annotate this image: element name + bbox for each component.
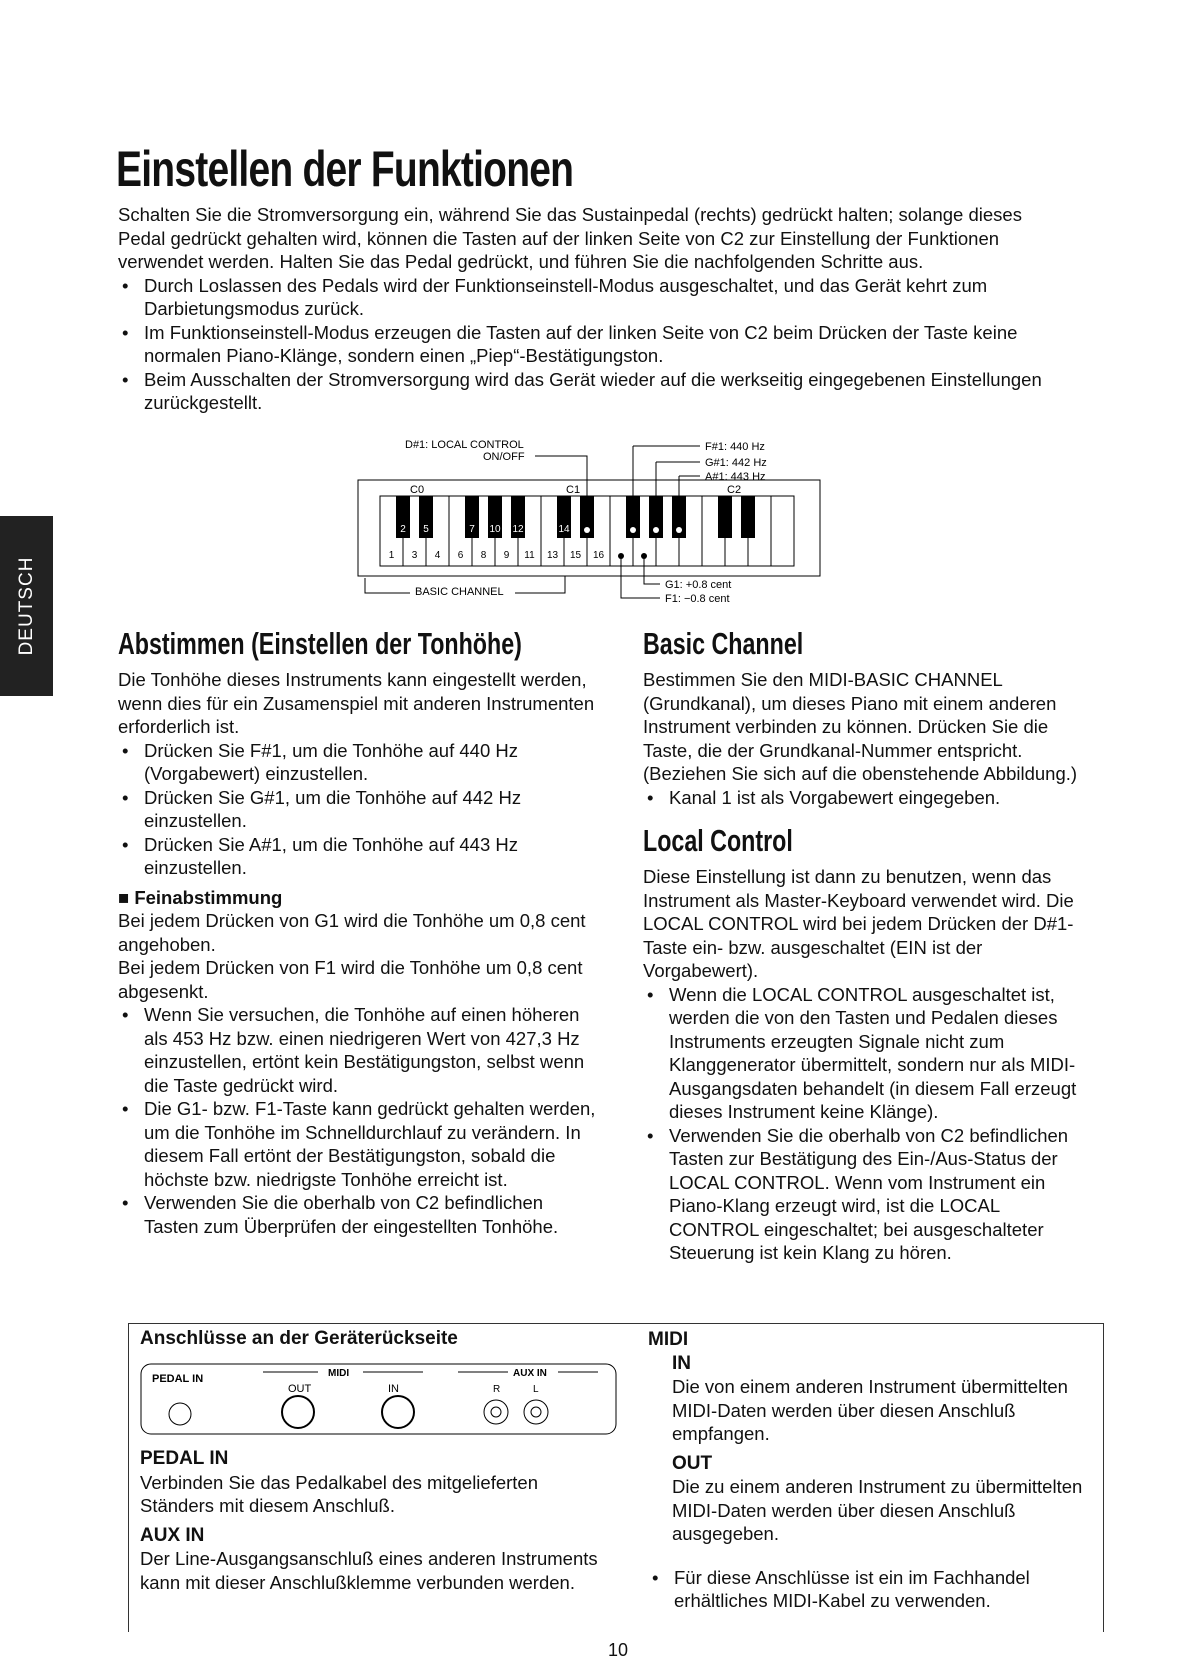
octave-label: C0 [410, 484, 425, 496]
fine-bullet: • Die G1- bzw. F1-Taste kann gedrückt gehalten werden, um die Tonhöhe im Schnelldurchlauf zu verändern. In diesem Fall ertönt der Bestätigungston, sobald die höchste bzw. niedrigste Tonhöhe erreicht ist. [144, 1097, 598, 1191]
basic-channel-text: Bestimmen Sie den MIDI-BASIC CHANNEL (Grundkanal), um dieses Piano mit einem anderen Instrument verbinden zu können. Drücken Sie die Taste, die der Grundkanal-Nummer entspricht. (Beziehen Sie sich auf die obenstehende Abbildung.) [643, 669, 1078, 784]
tuning-section: Abstimmen (Einstellen der Tonhöhe) Die Tonhöhe dieses Instruments kann eingestellt werden, wenn dies für ein Zusamenspiel mit anderen Instrumenten erforderlich ist. • Drücken Sie F#1, um die Tonhöhe auf 440 Hz (Vorgabewert) einzustellen. • Drücken Sie G#1, um die Tonhöhe auf 442 Hz einzustellen. • Drücken Sie A#1, um die Tonhöhe auf 443 Hz einzustellen. ■ Feinabstimmung Bei jedem Drücken von G1 wird die Tonhöhe um 0,8 cent angehoben. Bei jedem Drücken von F1 wird die Tonhöhe um 0,8 cent abgesenkt. • Wenn Sie versuchen, die Tonhöhe auf einen höheren als 453 Hz bzw. einen niedrigeren Wert von 427,3 Hz einzustellen, ertönt kein Bestätigungston, selbst wenn die Taste gedrückt wird. • Die G1- bzw. F1-Taste kann gedrückt gehalten werden, um die Tonhöhe im Schnelldurchlauf zu verändern. In diesem Fall ertönt der Bestätigungston, sobald die höchste bzw. niedrigste Tonhöhe erreicht ist. • Verwenden Sie die oberhalb von C2 befindlichen Tasten zum Überprüfen der eingestellten Tonhöhe. [118, 626, 598, 1238]
black-key [718, 496, 732, 538]
indicator-dot [618, 553, 624, 559]
basic-channel-heading: Basic Channel [643, 626, 804, 661]
tuning-text: Die Tonhöhe dieses Instruments kann eingestellt werden, wenn dies für ein Zusamenspiel mit anderen Instrumenten erforderlich ist. [118, 669, 595, 737]
aux-in-heading: AUX IN [140, 1524, 205, 1546]
midi-bullet: • Für diese Anschlüsse ist ein im Fachhandel erhältliches MIDI-Kabel zu verwenden. [674, 1566, 1088, 1613]
midi-out-label: OUT [288, 1383, 312, 1395]
indicator-dot [630, 527, 636, 533]
pedal-in-text: Verbinden Sie das Pedalkabel des mitgelieferten Ständers mit diesem Anschluß. [140, 1471, 539, 1516]
keyboard-diagram [355, 438, 825, 616]
black-key-number: 10 [489, 524, 501, 535]
rca-jack-icon [484, 1400, 508, 1424]
midi-out-heading: OUT [672, 1452, 713, 1474]
white-key-number: 4 [434, 550, 441, 561]
tuning-bullet: • Drücken Sie G#1, um die Tonhöhe auf 442 Hz einzustellen. [144, 786, 598, 833]
black-key [741, 496, 755, 538]
midi-jack-icon [282, 1396, 314, 1428]
white-key [771, 496, 794, 566]
white-key-number: 8 [480, 550, 487, 561]
aux-r-label: R [493, 1384, 501, 1395]
local-control-text: Diese Einstellung ist dann zu benutzen, wenn das Instrument als Master-Keyboard verwendet wird. Die LOCAL CONTROL wird bei jedem Drücken der D#1-Taste ein- bzw. ausgeschaltet (EIN ist der Vorgabewert). [643, 866, 1074, 981]
rca-jack-icon [524, 1400, 548, 1424]
white-key-number: 6 [457, 550, 464, 561]
local-control-label: D#1: LOCAL CONTROL [405, 439, 524, 451]
midi-in-text: Die von einem anderen Instrument übermittelten MIDI-Daten werden über diesen Anschluß empfangen. [672, 1376, 1068, 1444]
midi-in-label: IN [388, 1383, 399, 1395]
black-key-number: 12 [512, 524, 524, 535]
a-sharp-label: A#1: 443 Hz [705, 471, 766, 483]
white-key-number: 1 [388, 550, 395, 561]
indicator-dot [653, 527, 659, 533]
pedal-jack-icon [169, 1403, 191, 1425]
aux-l-label: L [533, 1384, 539, 1395]
language-tab [0, 516, 53, 696]
white-key-number: 15 [569, 550, 582, 561]
page-number: 10 [608, 1640, 629, 1660]
local-control-bullet: • Wenn die LOCAL CONTROL ausgeschaltet ist, werden die von den Tasten und Pedalen dieses Instruments erzeugten Signale nicht zum Klanggenerator übermittelt, sondern nur als MIDI-Ausgangsdaten behandelt (in diesem Fall erzeugt dieses Instrument keine Klänge). [669, 983, 1083, 1124]
rear-panel-diagram [138, 1356, 623, 1442]
fine-bullet: • Verwenden Sie die oberhalb von C2 befindlichen Tasten zum Überprüfen der eingestellten Tonhöhe. [144, 1191, 598, 1238]
midi-heading: MIDI [648, 1329, 689, 1350]
rear-heading: Anschlüsse an der Geräterückseite [140, 1328, 458, 1349]
rear-left-column [140, 1328, 600, 1594]
octave-label: C2 [727, 484, 742, 496]
intro-bullet: • Beim Ausschalten der Stromversorgung wird das Gerät wieder auf die werkseitig eingegebenen Einstellungen zurückgestellt. [144, 368, 1073, 415]
rca-jack-inner [491, 1407, 501, 1417]
intro-section [118, 203, 1073, 415]
white-key-number: 11 [524, 550, 535, 561]
black-key-number: 14 [558, 524, 570, 535]
white-key-number: 9 [503, 550, 510, 561]
black-key-number: 2 [400, 524, 406, 535]
pedal-in-label: PEDAL IN [152, 1373, 204, 1385]
midi-label: MIDI [328, 1368, 350, 1379]
language-tab-label: DEUTSCH [15, 556, 37, 656]
basic-channel-label: BASIC CHANNEL [415, 586, 504, 598]
black-key-number: 5 [423, 524, 429, 535]
midi-in-heading: IN [672, 1352, 691, 1374]
tuning-bullet: • Drücken Sie A#1, um die Tonhöhe auf 443 Hz einzustellen. [144, 833, 598, 880]
on-off-label: ON/OFF [483, 451, 525, 463]
fine-bullet: • Wenn Sie versuchen, die Tonhöhe auf einen höheren als 453 Hz bzw. einen niedrigeren Wert von 427,3 Hz einzustellen, ertönt kein Bestätigungston, selbst wenn die Taste gedrückt wird. [144, 1003, 598, 1097]
white-key-number: 3 [411, 550, 418, 561]
f-sharp-label: F#1: 440 Hz [705, 441, 765, 453]
octave-label: C1 [566, 484, 581, 496]
page-title: Einstellen der Funktionen [116, 141, 574, 197]
fine-text: Bei jedem Drücken von G1 wird die Tonhöhe um 0,8 cent angehoben. [118, 910, 586, 955]
rca-jack-inner [531, 1407, 541, 1417]
aux-in-label: AUX IN [513, 1368, 547, 1379]
f1-label: F1: −0.8 cent [665, 593, 730, 605]
intro-bullet: • Im Funktionseinstell-Modus erzeugen die Tasten auf der linken Seite von C2 beim Drücken der Taste keine normalen Piano-Klänge, sondern einen „Piep“-Bestätigungston. [144, 321, 1073, 368]
intro-bullet: • Durch Loslassen des Pedals wird der Funktionseinstell-Modus ausgeschaltet, und das Gerät kehrt zum Darbietungsmodus zurück. [144, 274, 1073, 321]
black-key-number: 7 [469, 524, 475, 535]
fine-text: Bei jedem Drücken von F1 wird die Tonhöhe um 0,8 cent abgesenkt. [118, 957, 583, 1002]
basic-channel-bullet: • Kanal 1 ist als Vorgabewert eingegeben. [669, 786, 1083, 810]
indicator-dot [584, 527, 590, 533]
basic-channel-section [643, 626, 1083, 1265]
pedal-in-heading: PEDAL IN [140, 1448, 229, 1469]
intro-text: Schalten Sie die Stromversorgung ein, während Sie das Sustainpedal (rechts) gedrückt halten; solange dieses Pedal gedrückt gehalten wird, können die Tasten auf der linken Seite von C2 zur Einstellung der Funktionen verwendet werden. Halten Sie das Pedal gedrückt, und führen Sie die nachfolgenden Schritte aus. [118, 204, 1022, 272]
local-control-heading: Local Control [643, 823, 793, 858]
midi-out-text: Die zu einem anderen Instrument zu übermittelten MIDI-Daten werden über diesen Anschluß ausgegeben. [672, 1476, 1083, 1544]
fine-tuning-heading: Feinabstimmung [134, 886, 283, 908]
aux-in-text: Der Line-Ausgangsanschluß eines anderen Instruments kann mit dieser Anschlußklemme verbunden werden. [140, 1548, 598, 1593]
white-key-number: 16 [592, 550, 605, 561]
midi-jack-icon [382, 1396, 414, 1428]
g1-label: G1: +0.8 cent [665, 579, 732, 591]
local-control-bullet: • Verwenden Sie die oberhalb von C2 befindlichen Tasten zur Bestätigung des Ein-/Aus-Status der LOCAL CONTROL. Wenn vom Instrument ein Piano-Klang erzeugt wird, ist die LOCAL CONTROL eingeschaltet; bei ausgeschalteter Steuerung ist kein Klang zu hören. [669, 1124, 1083, 1265]
white-key-number: 13 [546, 550, 559, 561]
tuning-heading: Abstimmen (Einstellen der Tonhöhe) [118, 626, 522, 661]
rear-right-column [648, 1328, 1088, 1613]
indicator-dot [676, 527, 682, 533]
g-sharp-label: G#1: 442 Hz [705, 457, 767, 469]
tuning-bullet: • Drücken Sie F#1, um die Tonhöhe auf 440 Hz (Vorgabewert) einzustellen. [144, 739, 598, 786]
indicator-dot [641, 553, 647, 559]
